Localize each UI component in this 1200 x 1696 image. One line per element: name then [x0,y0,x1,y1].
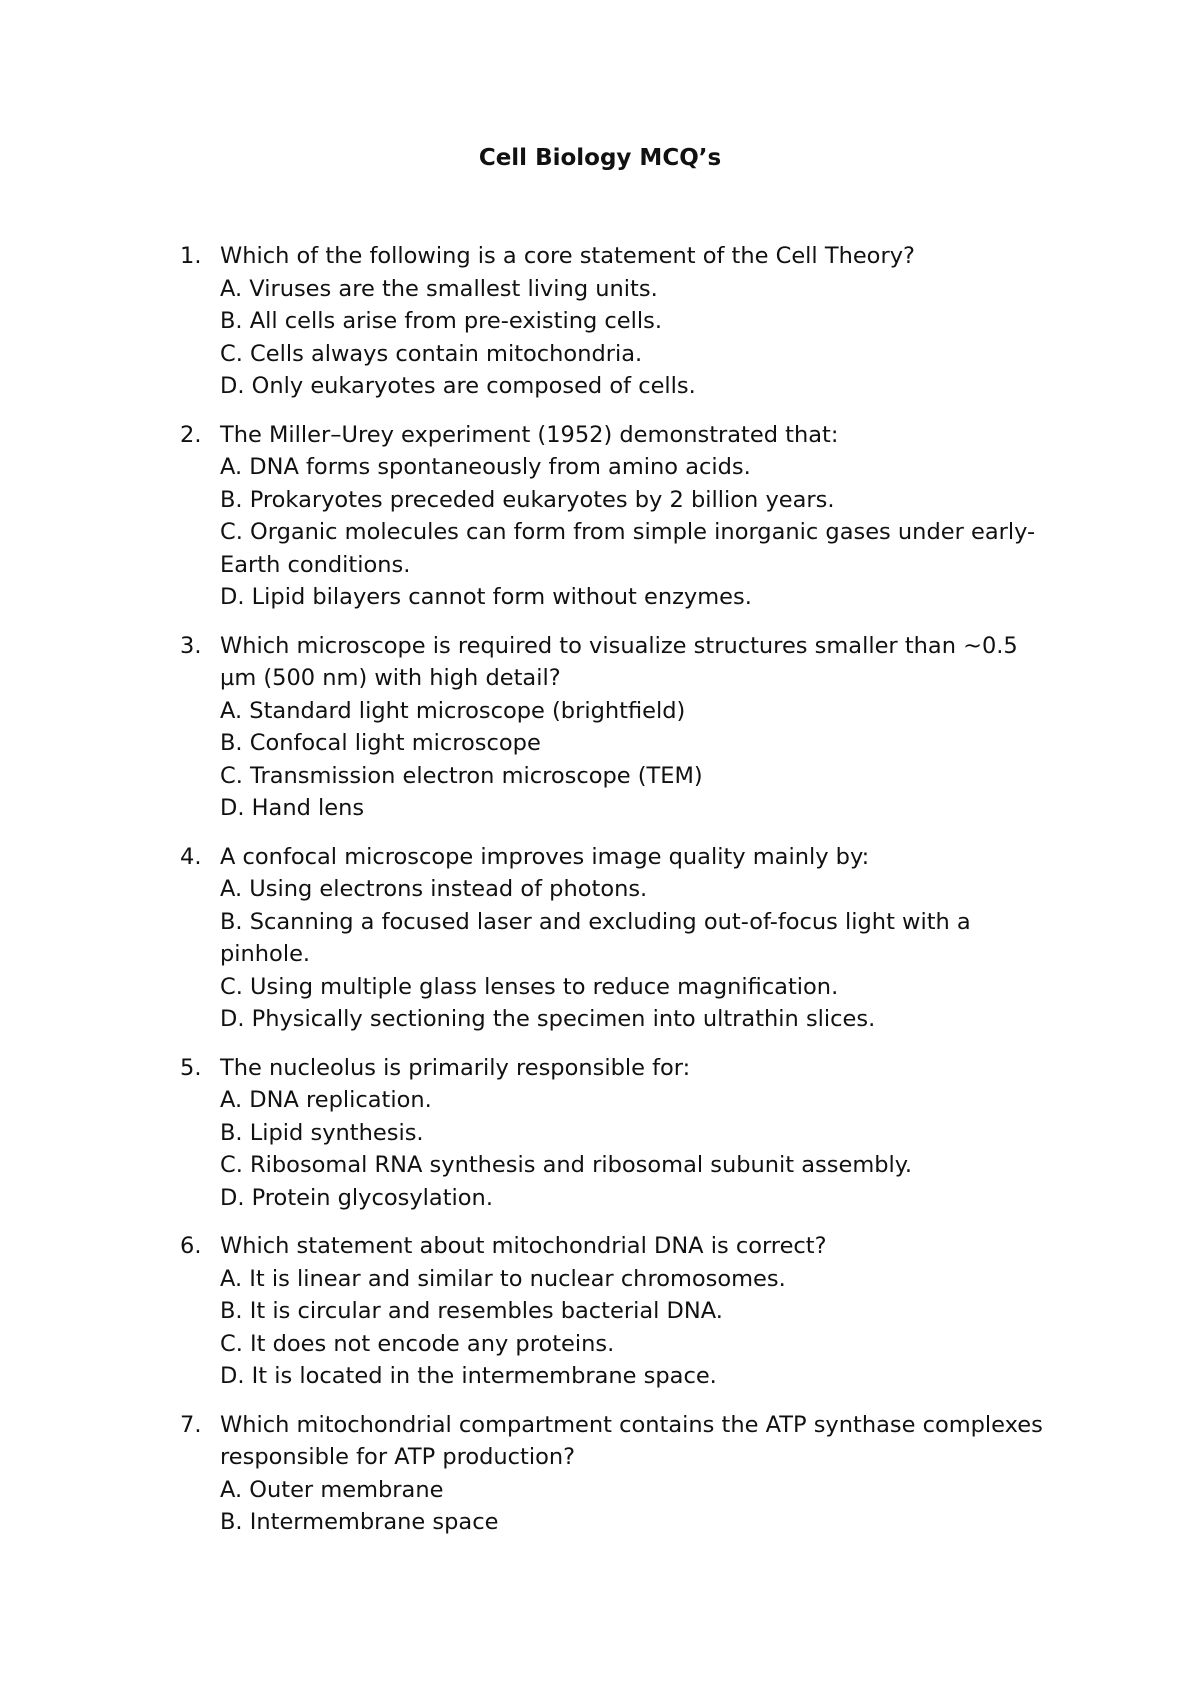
answer-option: C. It does not encode any proteins. [220,1330,615,1357]
question-list [180,240,1050,1555]
answer-option: A. It is linear and similar to nuclear chromosomes. [220,1265,786,1292]
answer-option: B. Scanning a focused laser and excluding out-of-focus light with a pinhole. [220,908,971,967]
question-number: 4. [180,843,202,870]
answer-option: B. Lipid synthesis. [220,1119,424,1146]
question-item [180,1409,1050,1539]
answer-option: C. Ribosomal RNA synthesis and ribosomal subunit assembly. [220,1152,913,1178]
question-number: 5. [180,1054,202,1081]
question-number: 1. [180,243,202,269]
answer-option: A. DNA forms spontaneously from amino acids. [220,454,751,480]
question-item [180,841,1050,1036]
document-title: Cell Biology MCQ’s [478,145,722,171]
answer-option: B. All cells arise from pre-existing cells. [220,308,662,334]
question-item [180,630,1050,825]
question-text: Which microscope is required to visualize structures smaller than ~0.5 µm (500 nm) with high detail? [220,632,1018,691]
question-text: Which of the following is a core statement of the Cell Theory? [220,243,915,269]
question-item [180,419,1050,614]
question-number: 7. [180,1411,202,1438]
question-text: The Miller–Urey experiment (1952) demonstrated that: [220,421,839,448]
answer-option: D. Physically sectioning the specimen into ultrathin slices. [220,1006,876,1032]
question-text: Which mitochondrial compartment contains the ATP synthase complexes responsible for ATP production? [220,1411,1043,1470]
question-text: Which statement about mitochondrial DNA is correct? [220,1233,827,1259]
answer-option: A. Viruses are the smallest living units. [220,275,658,302]
answer-option: A. Using electrons instead of photons. [220,876,648,902]
answer-option: C. Transmission electron microscope (TEM) [220,762,703,789]
answer-option: D. It is located in the intermembrane space. [220,1363,717,1389]
answer-option: B. It is circular and resembles bacterial DNA. [220,1298,723,1324]
answer-option: B. Intermembrane space [220,1509,499,1535]
answer-option: D. Protein glycosylation. [220,1184,493,1211]
question-number: 6. [180,1233,202,1259]
answer-option: D. Only eukaryotes are composed of cells. [220,373,696,399]
question-text: A confocal microscope improves image quality mainly by: [220,843,870,870]
question-text: The nucleolus is primarily responsible for: [220,1054,691,1081]
answer-option: A. Standard light microscope (brightfield) [220,697,686,724]
question-item [180,240,1050,403]
question-item [180,1230,1050,1393]
question-number: 3. [180,632,202,659]
answer-option: D. Hand lens [220,795,365,821]
question-number: 2. [180,421,202,448]
answer-option: D. Lipid bilayers cannot form without enzymes. [220,584,752,610]
question-item [180,1052,1050,1215]
answer-option: C. Using multiple glass lenses to reduce magnification. [220,973,839,1000]
answer-option: A. DNA replication. [220,1087,432,1113]
answer-option: A. Outer membrane [220,1476,444,1503]
answer-option: B. Confocal light microscope [220,730,541,756]
answer-option: C. Organic molecules can form from simple inorganic gases under early-Earth conditions. [220,519,1036,578]
answer-option: B. Prokaryotes preceded eukaryotes by 2 billion years. [220,486,835,513]
answer-option: C. Cells always contain mitochondria. [220,340,643,367]
